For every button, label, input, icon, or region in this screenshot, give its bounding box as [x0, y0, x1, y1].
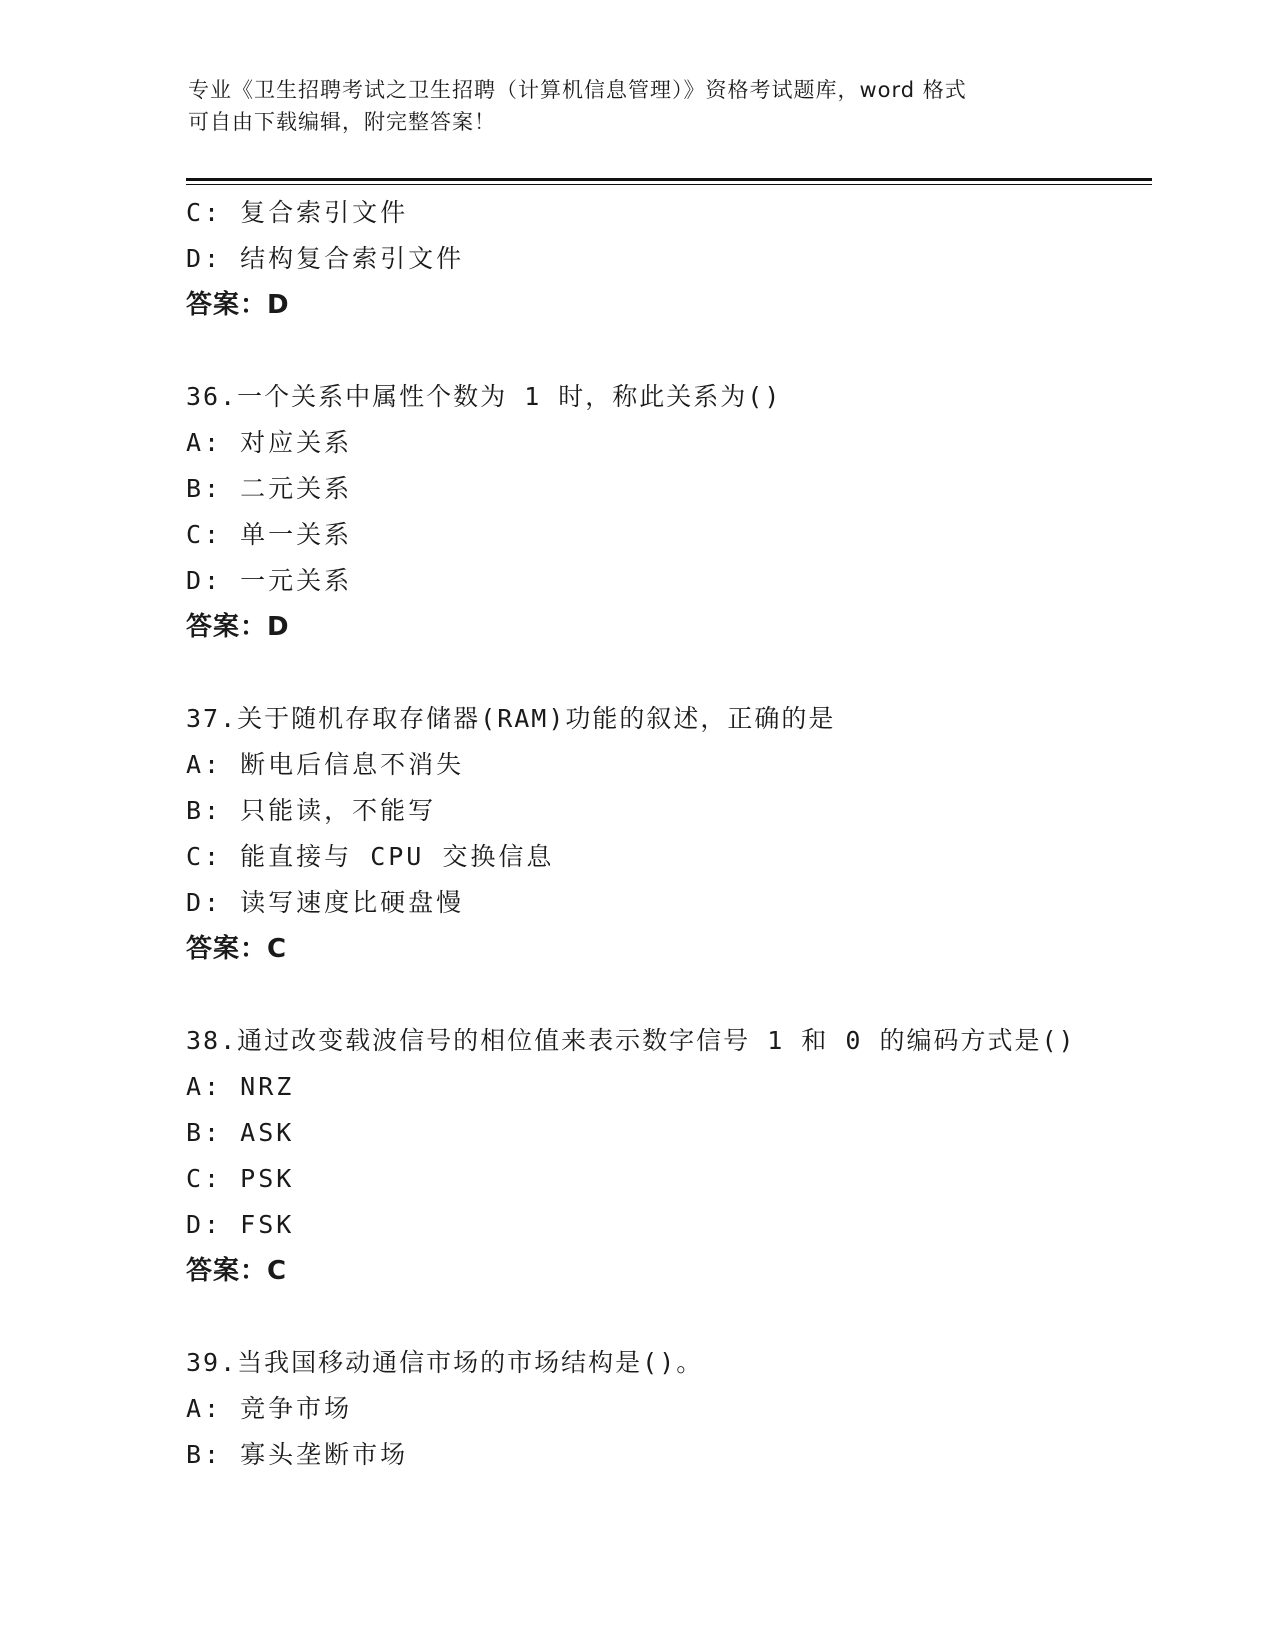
- answer-line: 答案：C: [186, 1256, 288, 1286]
- option-d: D: 结构复合索引文件: [186, 244, 465, 273]
- question-text: 39.当我国移动通信市场的市场结构是()。: [186, 1348, 704, 1377]
- document-header: [188, 74, 1088, 138]
- header-rule-thin: [186, 184, 1152, 185]
- option-c: C: 复合索引文件: [186, 198, 409, 227]
- question-list: [186, 190, 1146, 1478]
- option-c: C: 能直接与 CPU 交换信息: [186, 842, 555, 871]
- option-d: D: FSK: [186, 1210, 295, 1239]
- question-block-35: [186, 190, 1146, 328]
- header-line-1: 专业《卫生招聘考试之卫生招聘（计算机信息管理）》资格考试题库，word 格式: [188, 78, 967, 102]
- option-b: B: 寡头垄断市场: [186, 1440, 409, 1469]
- option-c: C: PSK: [186, 1164, 295, 1193]
- question-block-38: [186, 1018, 1146, 1294]
- header-line-2: 可自由下载编辑，附完整答案！: [188, 110, 496, 134]
- spacer: [186, 1294, 1146, 1340]
- option-a: A: 断电后信息不消失: [186, 750, 465, 779]
- spacer: [186, 650, 1146, 696]
- question-text: 37.关于随机存取存储器(RAM)功能的叙述，正确的是: [186, 704, 836, 733]
- question-text: 38.通过改变载波信号的相位值来表示数字信号 1 和 0 的编码方式是(): [186, 1026, 1076, 1055]
- option-a: A: 对应关系: [186, 428, 353, 457]
- option-b: B: 只能读，不能写: [186, 796, 437, 825]
- option-a: A: NRZ: [186, 1072, 295, 1101]
- option-d: D: 读写速度比硬盘慢: [186, 888, 465, 917]
- option-b: B: 二元关系: [186, 474, 353, 503]
- question-block-36: [186, 374, 1146, 650]
- answer-line: 答案：C: [186, 934, 288, 964]
- option-d: D: 一元关系: [186, 566, 353, 595]
- spacer: [186, 328, 1146, 374]
- option-b: B: ASK: [186, 1118, 295, 1147]
- option-a: A: 竞争市场: [186, 1394, 353, 1423]
- spacer: [186, 972, 1146, 1018]
- answer-line: 答案：D: [186, 612, 290, 642]
- option-c: C: 单一关系: [186, 520, 353, 549]
- header-rule-thick: [186, 178, 1152, 181]
- question-block-37: [186, 696, 1146, 972]
- answer-line: 答案：D: [186, 290, 290, 320]
- question-block-39: [186, 1340, 1146, 1478]
- question-text: 36.一个关系中属性个数为 1 时，称此关系为(): [186, 382, 782, 411]
